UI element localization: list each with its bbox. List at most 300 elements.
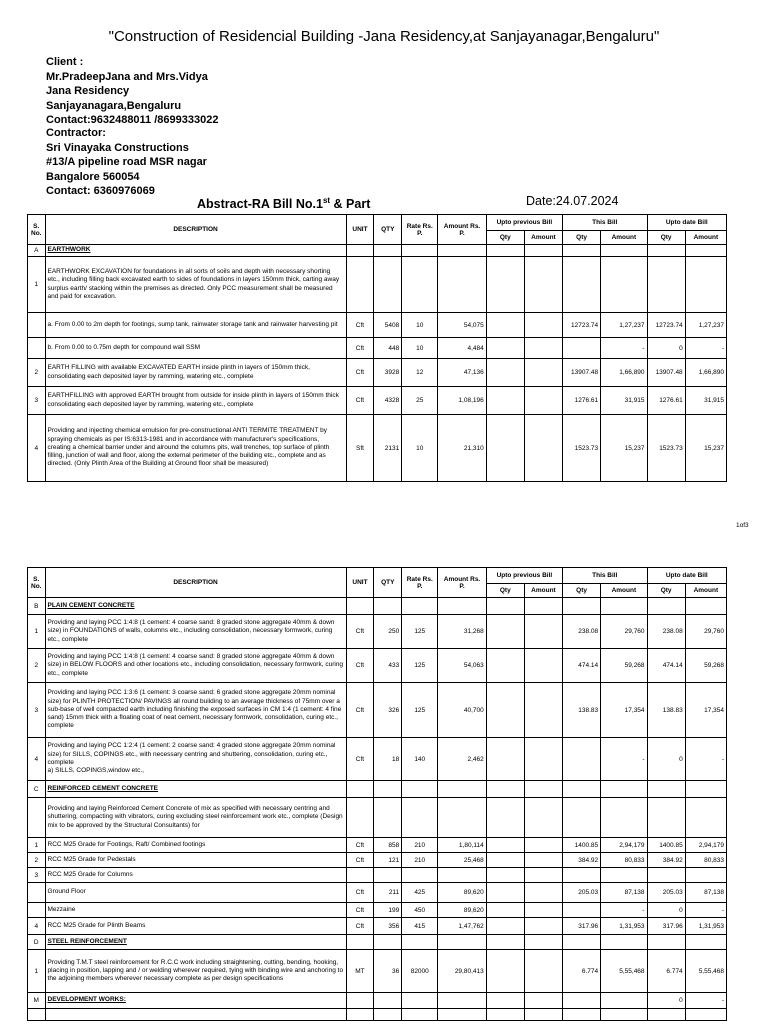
amount-cell: 1,08,196 (438, 387, 486, 415)
description-cell: Providing and laying PCC 1:4:8 (1 cement: 4 coarse sand: 8 graded stone aggregate 40mm & down size) in FOUNDATIONS of walls, columns etc., including consolidation, necessary formwork, curing etc., complete (45, 615, 346, 649)
rate-cell: 125 (402, 683, 438, 738)
qty-cell: 5408 (374, 313, 402, 338)
upto-qty-cell: 1400.85 (647, 838, 685, 853)
prev-qty-cell (486, 245, 524, 257)
qty-cell: 199 (374, 903, 402, 918)
rate-cell: 10 (402, 313, 438, 338)
section-title (45, 781, 346, 798)
item-row (28, 950, 727, 993)
rate-cell (402, 993, 438, 1009)
unit-cell: Sft (346, 415, 374, 482)
item-row (28, 1009, 727, 1021)
section-title-text: PLAIN CEMENT CONCRETE (47, 601, 135, 609)
this-amount-cell (601, 868, 647, 883)
this-amount-cell: 1,31,953 (601, 918, 647, 935)
this-qty-cell (563, 598, 601, 615)
item-row (28, 918, 727, 935)
prev-qty-cell (486, 1009, 524, 1021)
prev-qty-cell (486, 649, 524, 683)
sno-cell: B (28, 598, 46, 615)
page-number: 1of3 (736, 522, 749, 529)
upto-amount-cell: 29,760 (685, 615, 726, 649)
sub-amount-header: Amount (685, 231, 726, 245)
rate-cell: 10 (402, 338, 438, 359)
abstract-prefix: Abstract-RA Bill No.1 (197, 197, 323, 212)
this-amount-cell (601, 781, 647, 798)
amount-cell: 47,136 (438, 359, 486, 387)
upto-qty-cell (647, 868, 685, 883)
item-row (28, 838, 727, 853)
contractor-line: #13/A pipeline road MSR nagar (46, 156, 207, 168)
prev-amount-cell (524, 257, 562, 313)
client-contact: Contact:9632488011 /8699333022 (46, 114, 219, 126)
this-amount-cell (601, 993, 647, 1009)
col-unit-header: UNIT (346, 568, 374, 598)
qty-cell (374, 935, 402, 950)
col-amount-header: Amount Rs. P. (438, 568, 486, 598)
section-title (45, 245, 346, 257)
unit-cell (346, 868, 374, 883)
this-qty-cell (563, 257, 601, 313)
rate-cell (402, 798, 438, 838)
this-amount-cell: 29,760 (601, 615, 647, 649)
description-cell: Providing and laying PCC 1:2:4 (1 cement: 2 coarse sand: 4 graded stone aggregate 20mm nominal size) for SILLS, COPINGS etc., with necessary centring and shuttering, consolidation, curing etc., complete a) SILLS, COPINGS,window etc., (45, 738, 346, 781)
this-qty-cell (563, 903, 601, 918)
sno-cell: 2 (28, 359, 46, 387)
prev-amount-cell (524, 313, 562, 338)
item-row (28, 853, 727, 868)
qty-cell (374, 245, 402, 257)
prev-amount-cell (524, 935, 562, 950)
sno-cell (28, 883, 46, 903)
description-cell: b. From 0.00 to 0.75m depth for compound wall SSM (45, 338, 346, 359)
prev-amount-cell (524, 359, 562, 387)
upto-qty-cell (647, 257, 685, 313)
qty-cell (374, 781, 402, 798)
col-unit-header: UNIT (346, 215, 374, 245)
sno-cell: D (28, 935, 46, 950)
prev-amount-cell (524, 683, 562, 738)
contractor-heading: Contractor: (46, 127, 106, 139)
qty-cell: 36 (374, 950, 402, 993)
upto-amount-cell: 2,94,179 (685, 838, 726, 853)
upto-amount-cell: - (685, 993, 726, 1009)
qty-cell: 433 (374, 649, 402, 683)
this-qty-cell: 1400.85 (563, 838, 601, 853)
item-row (28, 338, 727, 359)
description-cell: Providing and injecting chemical emulsion for pre-constructional ANTI TERMITE TREATMENT by spraying chemicals as per IS:6313-1981 and in accordance with manufacturer's specifications, creating a chemical barrier under and alround the columns pits, wall trenches, top surface of plinth filling, junction of wall and floor, along the external perimeter of the building etc., complete and as directed. (Only Plinth Area of the Building at Ground floor shall be measured) (45, 415, 346, 482)
prev-amount-cell (524, 245, 562, 257)
section-title (45, 935, 346, 950)
sub-qty-header: Qty (647, 584, 685, 598)
sno-cell: M (28, 993, 46, 1009)
amount-cell: 89,620 (438, 883, 486, 903)
sno-cell: 4 (28, 738, 46, 781)
unit-cell (346, 1009, 374, 1021)
upto-qty-cell: 0 (647, 903, 685, 918)
rate-cell (402, 935, 438, 950)
prev-amount-cell (524, 1009, 562, 1021)
section-title-text: STEEL REINFORCEMENT (47, 937, 127, 945)
sub-qty-header: Qty (486, 231, 524, 245)
upto-qty-cell: 6.774 (647, 950, 685, 993)
this-qty-cell: 474.14 (563, 649, 601, 683)
description-cell: Ground Floor (45, 883, 346, 903)
col-this-bill-header: This Bill (563, 215, 648, 231)
abstract-ordinal: st (322, 196, 331, 205)
this-qty-cell (563, 935, 601, 950)
upto-amount-cell: 1,66,890 (685, 359, 726, 387)
section-title-text: DEVELOPMENT WORKS: (47, 996, 126, 1004)
sno-cell: 1 (28, 950, 46, 993)
this-amount-cell (601, 1009, 647, 1021)
this-amount-cell: 15,237 (601, 415, 647, 482)
contractor-contact: Contact: 6360976069 (46, 185, 155, 197)
qty-cell (374, 798, 402, 838)
upto-amount-cell (685, 935, 726, 950)
prev-amount-cell (524, 598, 562, 615)
item-row (28, 683, 727, 738)
this-amount-cell: 59,268 (601, 649, 647, 683)
prev-amount-cell (524, 738, 562, 781)
description-cell: RCC M25 Grade for Plinth Beams (45, 918, 346, 935)
prev-amount-cell (524, 798, 562, 838)
prev-qty-cell (486, 257, 524, 313)
amount-cell (438, 781, 486, 798)
this-amount-cell (601, 257, 647, 313)
prev-qty-cell (486, 838, 524, 853)
upto-qty-cell (647, 1009, 685, 1021)
col-amount-header: Amount Rs. P. (438, 215, 486, 245)
col-sno-header: S. No. (28, 568, 46, 598)
amount-cell: 54,075 (438, 313, 486, 338)
prev-qty-cell (486, 387, 524, 415)
section-title-text: REINFORCED CEMENT CONCRETE (47, 784, 159, 792)
sno-cell: 3 (28, 683, 46, 738)
qty-cell: 326 (374, 683, 402, 738)
rate-cell (402, 1009, 438, 1021)
item-row (28, 415, 727, 482)
upto-amount-cell (685, 245, 726, 257)
upto-amount-cell (685, 781, 726, 798)
rate-cell: 10 (402, 415, 438, 482)
prev-qty-cell (486, 918, 524, 935)
upto-amount-cell: 15,237 (685, 415, 726, 482)
qty-cell (374, 993, 402, 1009)
upto-qty-cell: 0 (647, 993, 685, 1009)
item-row (28, 257, 727, 313)
client-line: Mr.PradeepJana and Mrs.Vidya (46, 70, 208, 83)
unit-cell: Cft (346, 313, 374, 338)
prev-qty-cell (486, 935, 524, 950)
sub-amount-header: Amount (601, 231, 647, 245)
sno-cell: 1 (28, 257, 46, 313)
prev-amount-cell (524, 781, 562, 798)
col-upto-bill-header: Upto date Bill (647, 568, 726, 584)
this-amount-cell: 17,354 (601, 683, 647, 738)
item-row (28, 798, 727, 838)
this-amount-cell: 80,833 (601, 853, 647, 868)
abstract-heading (197, 196, 370, 211)
this-qty-cell (563, 738, 601, 781)
upto-qty-cell (647, 598, 685, 615)
this-qty-cell (563, 781, 601, 798)
upto-qty-cell: 0 (647, 338, 685, 359)
this-qty-cell (563, 868, 601, 883)
prev-qty-cell (486, 950, 524, 993)
description-cell (45, 1009, 346, 1021)
rate-cell: 210 (402, 853, 438, 868)
unit-cell: Cft (346, 738, 374, 781)
upto-qty-cell: 1523.73 (647, 415, 685, 482)
description-cell: RCC M25 Grade for Footings, Raft/ Combined footings (45, 838, 346, 853)
header-row (28, 215, 727, 231)
this-qty-cell: 205.03 (563, 883, 601, 903)
upto-qty-cell: 474.14 (647, 649, 685, 683)
rate-cell: 125 (402, 649, 438, 683)
upto-qty-cell: 138.83 (647, 683, 685, 738)
amount-cell (438, 598, 486, 615)
this-amount-cell: - (601, 338, 647, 359)
unit-cell (346, 781, 374, 798)
unit-cell: Cft (346, 903, 374, 918)
bill-table-page2 (27, 567, 727, 1021)
prev-amount-cell (524, 903, 562, 918)
upto-qty-cell (647, 781, 685, 798)
prev-amount-cell (524, 415, 562, 482)
sno-cell: 2 (28, 649, 46, 683)
unit-cell (346, 598, 374, 615)
sub-qty-header: Qty (563, 231, 601, 245)
sub-amount-header: Amount (685, 584, 726, 598)
sno-cell: 3 (28, 868, 46, 883)
client-heading: Client : (46, 56, 84, 68)
this-amount-cell (601, 598, 647, 615)
prev-amount-cell (524, 950, 562, 993)
qty-cell: 858 (374, 838, 402, 853)
sub-amount-header: Amount (601, 584, 647, 598)
unit-cell (346, 257, 374, 313)
qty-cell: 2131 (374, 415, 402, 482)
section-row (28, 993, 727, 1009)
prev-amount-cell (524, 868, 562, 883)
document-title: "Construction of Residencial Building -Jana Residency,at Sanjayanagar,Bengaluru" (108, 28, 660, 45)
section-row (28, 245, 727, 257)
qty-cell: 4328 (374, 387, 402, 415)
upto-amount-cell: 17,354 (685, 683, 726, 738)
rate-cell: 12 (402, 359, 438, 387)
sno-cell (28, 338, 46, 359)
prev-qty-cell (486, 313, 524, 338)
amount-cell: 1,80,114 (438, 838, 486, 853)
upto-amount-cell: - (685, 738, 726, 781)
rate-cell (402, 868, 438, 883)
bill-date: Date:24.07.2024 (526, 194, 619, 208)
contractor-block (46, 126, 207, 199)
this-qty-cell: 1523.73 (563, 415, 601, 482)
sub-amount-header: Amount (524, 584, 562, 598)
qty-cell: 448 (374, 338, 402, 359)
this-qty-cell: 6.774 (563, 950, 601, 993)
amount-cell: 31,268 (438, 615, 486, 649)
sno-cell: 4 (28, 918, 46, 935)
prev-qty-cell (486, 781, 524, 798)
col-upto-bill-header: Upto date Bill (647, 215, 726, 231)
qty-cell (374, 868, 402, 883)
abstract-suffix: & Part (330, 197, 371, 212)
qty-cell (374, 598, 402, 615)
unit-cell: MT (346, 950, 374, 993)
upto-qty-cell: 205.03 (647, 883, 685, 903)
section-row (28, 935, 727, 950)
amount-cell (438, 798, 486, 838)
this-qty-cell: 238.08 (563, 615, 601, 649)
unit-cell: Cft (346, 853, 374, 868)
unit-cell: Cft (346, 918, 374, 935)
upto-qty-cell (647, 935, 685, 950)
prev-qty-cell (486, 853, 524, 868)
this-qty-cell: 13907.48 (563, 359, 601, 387)
unit-cell: Cft (346, 883, 374, 903)
prev-qty-cell (486, 359, 524, 387)
this-qty-cell: 384.92 (563, 853, 601, 868)
sno-cell: 1 (28, 838, 46, 853)
amount-cell (438, 935, 486, 950)
sub-qty-header: Qty (563, 584, 601, 598)
upto-amount-cell: 31,915 (685, 387, 726, 415)
rate-cell: 415 (402, 918, 438, 935)
rate-cell: 125 (402, 615, 438, 649)
client-line: Jana Residency (46, 85, 130, 97)
sno-cell: C (28, 781, 46, 798)
upto-amount-cell: 87,138 (685, 883, 726, 903)
prev-qty-cell (486, 868, 524, 883)
col-sno-header: S. No. (28, 215, 46, 245)
description-cell: EARTHFILLING with approved EARTH brought from outside for inside plinth in layers of 150mm thick consolidating each deposited layer by ramming, watering etc., complete (45, 387, 346, 415)
upto-qty-cell: 238.08 (647, 615, 685, 649)
amount-cell: 4,484 (438, 338, 486, 359)
this-amount-cell: 5,55,468 (601, 950, 647, 993)
prev-amount-cell (524, 883, 562, 903)
prev-amount-cell (524, 615, 562, 649)
sno-cell (28, 798, 46, 838)
this-amount-cell (601, 245, 647, 257)
qty-cell: 250 (374, 615, 402, 649)
upto-qty-cell: 0 (647, 738, 685, 781)
col-qty-header: QTY (374, 568, 402, 598)
item-row (28, 649, 727, 683)
col-this-bill-header: This Bill (563, 568, 648, 584)
this-qty-cell: 138.83 (563, 683, 601, 738)
sno-cell (28, 1009, 46, 1021)
section-row (28, 598, 727, 615)
unit-cell: Cft (346, 683, 374, 738)
sno-cell: 2 (28, 853, 46, 868)
this-qty-cell (563, 798, 601, 838)
rate-cell: 25 (402, 387, 438, 415)
prev-qty-cell (486, 993, 524, 1009)
sub-qty-header: Qty (647, 231, 685, 245)
upto-amount-cell: 1,27,237 (685, 313, 726, 338)
unit-cell (346, 245, 374, 257)
unit-cell: Cft (346, 615, 374, 649)
section-title (45, 598, 346, 615)
amount-cell: 25,468 (438, 853, 486, 868)
col-desc-header: DESCRIPTION (45, 215, 346, 245)
description-cell: Providing and laying PCC 1:3:6 (1 cement: 3 coarse sand: 6 graded stone aggregate 20mm nominal size) for PLINTH PROTECTION/ PAVINGS all round building to an average thickness of 75mm over a sub-base of well compacted earth including finishing the exposed surfaces in CM 1:4 (1 cement: 4 fine sand) 15mm thick with a floating coat of neat cement, necessary formwork, consolidation, curing etc., complete (45, 683, 346, 738)
sub-amount-header: Amount (524, 231, 562, 245)
sno-cell: 1 (28, 615, 46, 649)
this-amount-cell: 2,94,179 (601, 838, 647, 853)
unit-cell (346, 798, 374, 838)
item-row (28, 883, 727, 903)
upto-qty-cell (647, 798, 685, 838)
amount-cell (438, 868, 486, 883)
sno-cell: A (28, 245, 46, 257)
col-prev-bill-header: Upto previous Bill (486, 215, 562, 231)
amount-cell: 21,310 (438, 415, 486, 482)
prev-amount-cell (524, 387, 562, 415)
description-cell: RCC M25 Grade for Columns (45, 868, 346, 883)
contractor-line: Bangalore 560054 (46, 170, 140, 183)
unit-cell: Cft (346, 387, 374, 415)
col-prev-bill-header: Upto previous Bill (486, 568, 562, 584)
prev-amount-cell (524, 993, 562, 1009)
qty-cell (374, 1009, 402, 1021)
unit-cell (346, 993, 374, 1009)
upto-amount-cell: 5,55,468 (685, 950, 726, 993)
prev-qty-cell (486, 903, 524, 918)
description-cell: Providing and laying PCC 1:4:8 (1 cement: 4 coarse sand: 8 graded stone aggregate 40mm & down size) in BELOW FLOORS and other locations etc., including consolidation, necessary formwork, curing etc., complete (45, 649, 346, 683)
upto-amount-cell: 1,31,953 (685, 918, 726, 935)
qty-cell: 3928 (374, 359, 402, 387)
upto-qty-cell: 1276.61 (647, 387, 685, 415)
description-cell: Providing T.M.T steel reinforcement for R.C.C work including straightening, cutting, bending, hooking, placing in position, lapping and / or welding wherever required, tying with binding wire and anchoring to the adjoining members wherever necessary complete as per design specifications (45, 950, 346, 993)
sno-cell: 3 (28, 387, 46, 415)
qty-cell: 18 (374, 738, 402, 781)
this-amount-cell: 1,66,890 (601, 359, 647, 387)
amount-cell: 1,47,762 (438, 918, 486, 935)
section-row (28, 781, 727, 798)
col-desc-header: DESCRIPTION (45, 568, 346, 598)
prev-qty-cell (486, 683, 524, 738)
amount-cell (438, 993, 486, 1009)
prev-amount-cell (524, 838, 562, 853)
this-qty-cell: 1276.61 (563, 387, 601, 415)
upto-qty-cell: 384.92 (647, 853, 685, 868)
prev-qty-cell (486, 738, 524, 781)
item-row (28, 359, 727, 387)
description-cell: Providing and laying Reinforced Cement Concrete of mix as specified with necessary centring and shuttering, compacting with vibrators, curing excluding steel reinforcement work etc., complete (Design mix to be approved by the Structural Consultants) for (45, 798, 346, 838)
col-qty-header: QTY (374, 215, 402, 245)
this-amount-cell: 87,138 (601, 883, 647, 903)
client-line: Sanjayanagara,Bengaluru (46, 99, 182, 112)
unit-cell: Cft (346, 649, 374, 683)
rate-cell: 450 (402, 903, 438, 918)
section-title (45, 993, 346, 1009)
prev-qty-cell (486, 615, 524, 649)
rate-cell (402, 781, 438, 798)
prev-amount-cell (524, 338, 562, 359)
item-row (28, 313, 727, 338)
col-rate-header: Rate Rs. P. (402, 215, 438, 245)
prev-qty-cell (486, 598, 524, 615)
upto-qty-cell: 13907.48 (647, 359, 685, 387)
upto-amount-cell: 59,268 (685, 649, 726, 683)
qty-cell: 121 (374, 853, 402, 868)
bill-table-page1 (27, 214, 727, 482)
prev-amount-cell (524, 649, 562, 683)
